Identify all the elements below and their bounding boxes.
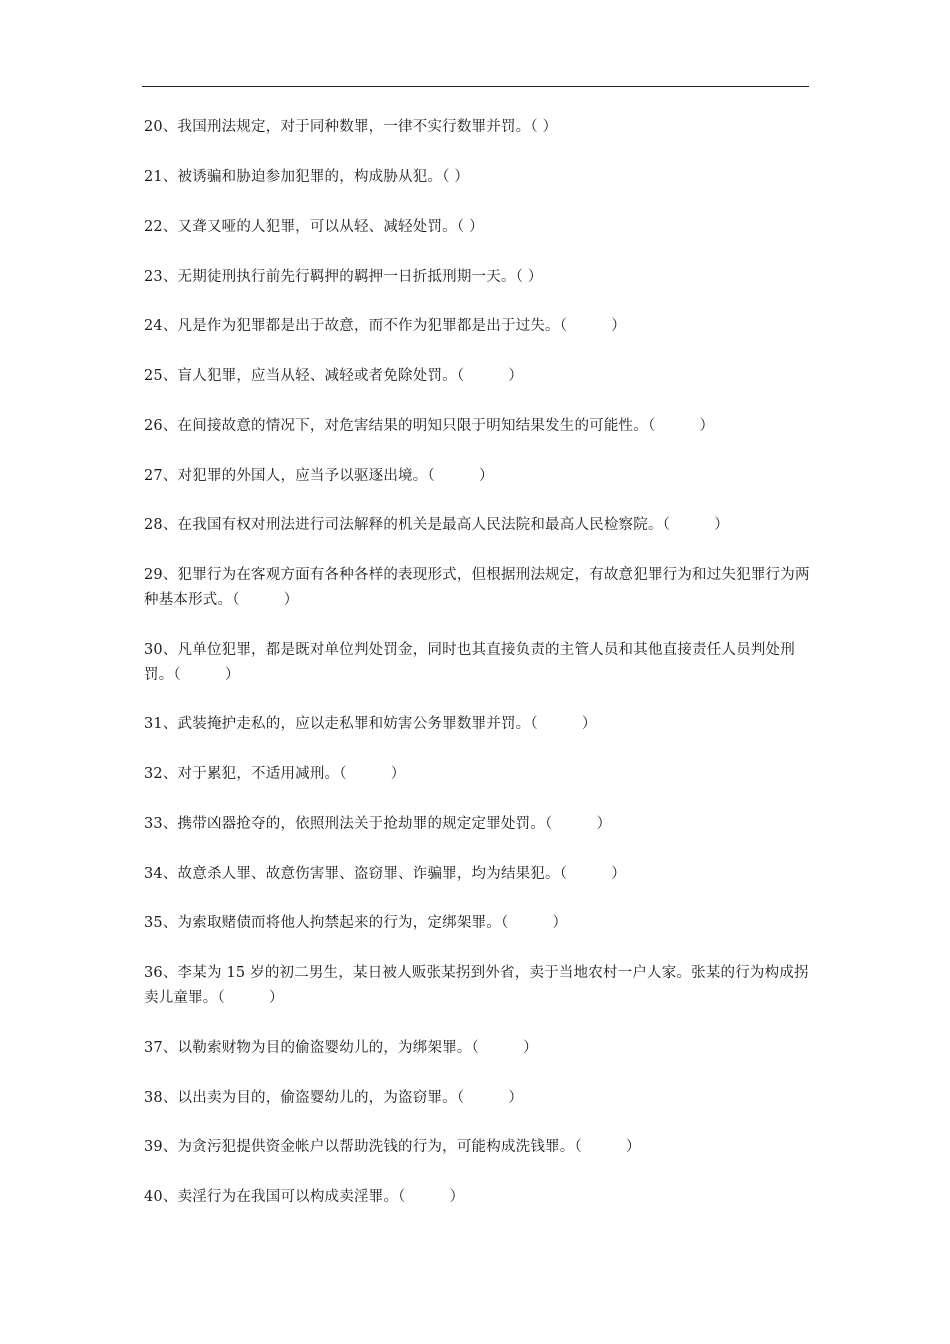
question-item: 28、在我国有权对刑法进行司法解释的机关是最高人民法院和最高人民检察院。（ ）	[144, 517, 729, 533]
question-item: 39、为贪污犯提供资金帐户以帮助洗钱的行为，可能构成洗钱罪。（ ）	[144, 1139, 641, 1155]
question-item: 40、卖淫行为在我国可以构成卖淫罪。（ ）	[144, 1189, 465, 1205]
question-item: 26、在间接故意的情况下，对危害结果的明知只限于明知结果发生的可能性。（ ）	[144, 418, 715, 434]
question-item: 22、又聋又哑的人犯罪，可以从轻、减轻处罚。（ ）	[144, 219, 484, 235]
question-item: 24、凡是作为犯罪都是出于故意，而不作为犯罪都是出于过失。（ ）	[144, 318, 626, 334]
question-item: 38、以出卖为目的，偷盗婴幼儿的，为盗窃罪。（ ）	[144, 1090, 524, 1106]
question-item: 37、以勒索财物为目的偷盗婴幼儿的，为绑架罪。（ ）	[144, 1040, 538, 1056]
question-item: 21、被诱骗和胁迫参加犯罪的，构成胁从犯。（ ）	[144, 169, 470, 185]
question-item: 32、对于累犯，不适用减刑。（ ）	[144, 766, 406, 782]
header-rule	[142, 86, 809, 87]
question-item: 25、盲人犯罪，应当从轻、减轻或者免除处罚。（ ）	[144, 368, 524, 384]
question-item: 35、为索取赌债而将他人拘禁起来的行为，定绑架罪。（ ）	[144, 915, 568, 931]
question-item: 30、凡单位犯罪，都是既对单位判处罚金，同时也其直接负责的主管人员和其他直接责任人员判处刑罚。（ ）	[144, 642, 795, 683]
question-item: 29、犯罪行为在客观方面有各种各样的表现形式，但根据刑法规定，有故意犯罪行为和过失犯罪行为两种基本形式。（ ）	[144, 567, 810, 608]
question-item: 36、李某为 15 岁的初二男生，某日被人贩张某拐到外省，卖于当地农村一户人家。张某的行为构成拐卖儿童罪。（ ）	[144, 965, 809, 1006]
question-item: 23、无期徒刑执行前先行羁押的羁押一日折抵刑期一天。（ ）	[144, 269, 543, 285]
question-item: 20、我国刑法规定，对于同种数罪，一律不实行数罪并罚。（ ）	[144, 119, 558, 135]
question-item: 33、携带凶器抢夺的，依照刑法关于抢劫罪的规定定罪处罚。（ ）	[144, 816, 612, 832]
question-item: 34、故意杀人罪、故意伤害罪、盗窃罪、诈骗罪，均为结果犯。（ ）	[144, 866, 626, 882]
question-item: 31、武装掩护走私的，应以走私罪和妨害公务罪数罪并罚。（ ）	[144, 716, 597, 732]
question-item: 27、对犯罪的外国人，应当予以驱逐出境。（ ）	[144, 468, 494, 484]
